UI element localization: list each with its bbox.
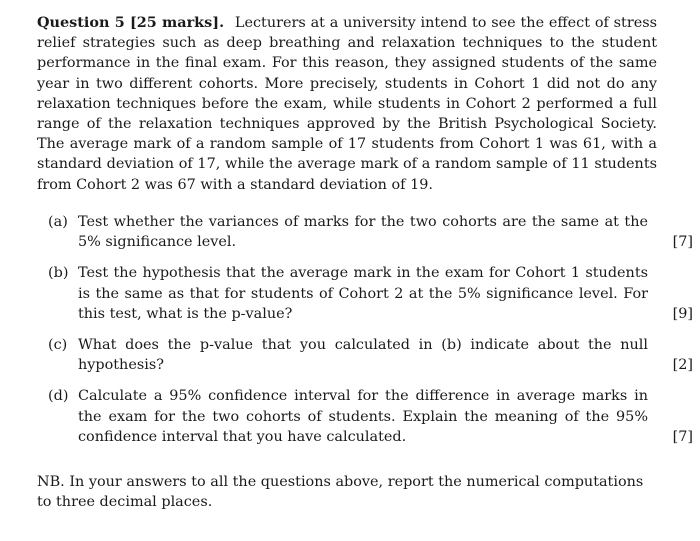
note: NB. In your answers to all the questions above, report the numerical computations to three decimal places.: [37, 474, 644, 511]
question-parts: [48, 212, 693, 458]
question-intro: [37, 13, 657, 195]
part-marks: [7]: [672, 234, 693, 251]
part-text: Calculate a 95% confidence interval for the difference in average marks in the exam for the two cohorts of students. Explain the meaning of the 95% confidence interval that you have calculated.: [78, 388, 648, 445]
part-label: (c): [48, 337, 68, 354]
question-part-c: [48, 335, 693, 375]
part-marks: [9]: [672, 305, 693, 322]
part-marks: [2]: [672, 357, 693, 374]
part-label: (d): [48, 388, 69, 405]
question-body: Lecturers at a university intend to see the effect of stress relief strategies such as deep breathing and relaxation techniques to the student performance in the final exam. For this reason, they assigned students of the same year in two different cohorts. More precisely, students in Cohort 1 did not do any relaxation techniques before the exam, while students in Cohort 2 performed a full range of the relaxation techniques approved by the British Psychological Society. The average mark of a random sample of 17 students from Cohort 1 was 61, with a standard deviation of 17, while the average mark of a random sample of 11 students from Cohort 2 was 67 with a standard deviation of 19.: [37, 15, 657, 193]
question-part-a: [48, 212, 693, 252]
part-text: Test whether the variances of marks for the two cohorts are the same at the 5% significance level.: [78, 214, 648, 251]
question-part-b: [48, 263, 693, 324]
part-label: (a): [48, 214, 68, 230]
question-heading: Question 5 [25 marks].: [37, 14, 225, 31]
part-marks: [7]: [672, 428, 693, 445]
part-text: What does the p-value that you calculated in (b) indicate about the null hypothesis?: [78, 337, 648, 374]
question-part-d: [48, 386, 693, 447]
part-label: (b): [48, 265, 69, 282]
part-text: Test the hypothesis that the average mark in the exam for Cohort 1 students is the same as that for students of Cohort 2 at the 5% significance level. For this test, what is the p-value?: [78, 265, 648, 322]
